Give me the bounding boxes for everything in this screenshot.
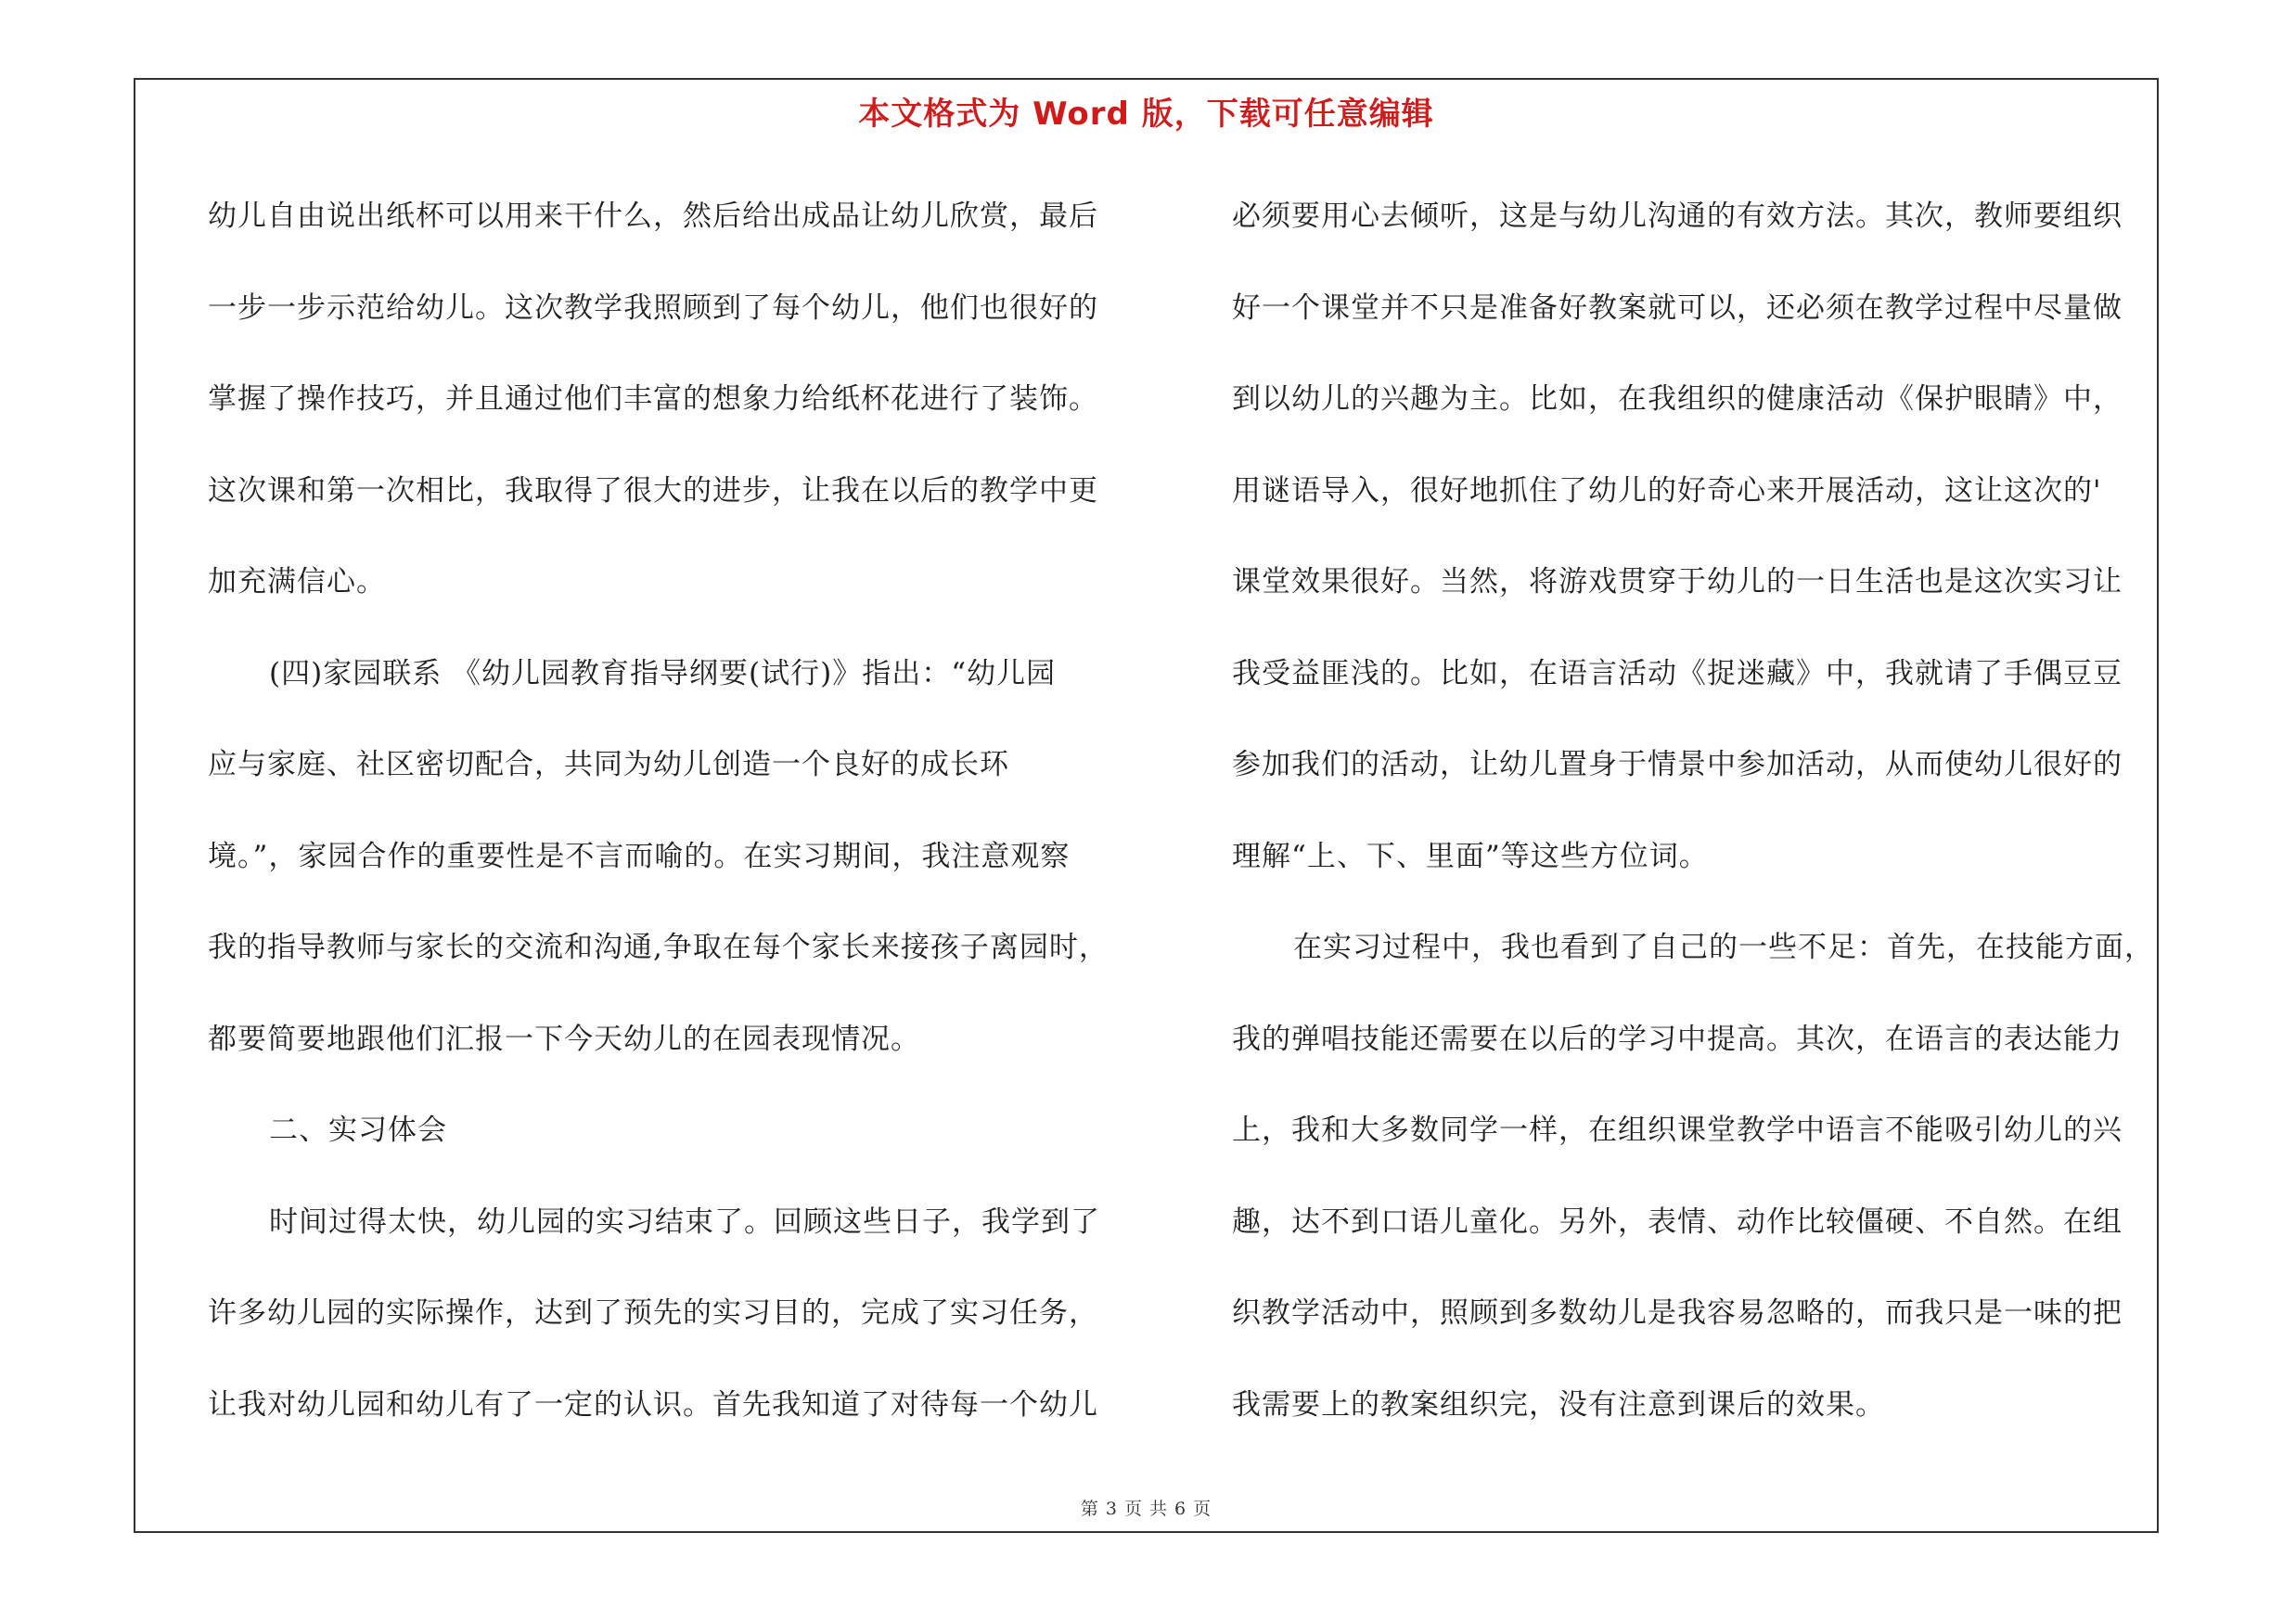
text-line: 这次课和第一次相比，我取得了很大的进步，让我在以后的教学中更 [208, 473, 1098, 508]
text-line: 我受益匪浅的。比如，在语言活动《捉迷藏》中，我就请了手偶豆豆 [1232, 656, 2123, 690]
text-line: 参加我们的活动，让幼儿置身于情景中参加活动，从而使幼儿很好的 [1232, 748, 2123, 781]
document-page [134, 78, 2159, 1533]
text-line: 幼儿自由说出纸杯可以用来干什么，然后给出成品让幼儿欣赏，最后 [208, 200, 1098, 233]
text-line: 二、实习体会 [269, 1114, 447, 1147]
text-line: 我需要上的教案组织完，没有注意到课后的效果。 [1232, 1387, 1885, 1422]
text-line: 好一个课堂并不只是准备好教案就可以，还必须在教学过程中尽量做 [1232, 290, 2123, 325]
text-line: 我的弹唱技能还需要在以后的学习中提高。其次，在语言的表达能力 [1232, 1022, 2123, 1056]
text-line: (四)家园联系 《幼儿园教育指导纲要(试行)》指出：“幼儿园 [269, 656, 1057, 690]
text-line: 一步一步示范给幼儿。这次教学我照顾到了每个幼儿，他们也很好的 [208, 290, 1098, 325]
text-line: 上，我和大多数同学一样，在组织课堂教学中语言不能吸引幼儿的兴 [1232, 1114, 2123, 1147]
text-line: 时间过得太快，幼儿园的实习结束了。回顾这些日子，我学到了 [269, 1204, 1100, 1239]
right-text-column [1232, 171, 2160, 1450]
text-line: 加充满信心。 [208, 565, 386, 599]
text-line: 理解“上、下、里面”等这些方位词。 [1232, 839, 1709, 873]
text-line: 境。”，家园合作的重要性是不言而喻的。在实习期间，我注意观察 [208, 839, 1071, 873]
text-line: 都要简要地跟他们汇报一下今天幼儿的在园表现情况。 [208, 1022, 920, 1056]
text-line: 我的指导教师与家长的交流和沟通,争取在每个家长来接孩子离园时， [208, 931, 1109, 964]
text-line: 在实习过程中，我也看到了自己的一些不足：首先，在技能方面， [1293, 931, 2154, 964]
text-line: 趣，达不到口语儿童化。另外，表情、动作比较僵硬、不自然。在组 [1232, 1204, 2123, 1239]
text-line: 到以幼儿的兴趣为主。比如，在我组织的健康活动《保护眼睛》中， [1232, 382, 2123, 416]
text-line: 用谜语导入，很好地抓住了幼儿的好奇心来开展活动，这让这次的' [1232, 473, 2102, 508]
text-line: 课堂效果很好。当然，将游戏贯穿于幼儿的一日生活也是这次实习让 [1232, 565, 2123, 599]
page-number-footer: 第 3 页 共 6 页 [1080, 1499, 1212, 1519]
text-line: 让我对幼儿园和幼儿有了一定的认识。首先我知道了对待每一个幼儿 [208, 1387, 1098, 1422]
text-line: 许多幼儿园的实际操作，达到了预先的实习目的，完成了实习任务， [208, 1296, 1098, 1330]
text-line: 掌握了操作技巧，并且通过他们丰富的想象力给纸杯花进行了装饰。 [208, 382, 1098, 416]
left-text-column [208, 171, 1135, 1450]
format-notice-banner: 本文格式为 Word 版，下载可任意编辑 [858, 96, 1434, 133]
text-line: 应与家庭、社区密切配合，共同为幼儿创造一个良好的成长环 [208, 748, 1009, 781]
text-line: 织教学活动中，照顾到多数幼儿是我容易忽略的，而我只是一味的把 [1232, 1296, 2123, 1330]
text-line: 必须要用心去倾听，这是与幼儿沟通的有效方法。其次，教师要组织 [1232, 200, 2123, 233]
